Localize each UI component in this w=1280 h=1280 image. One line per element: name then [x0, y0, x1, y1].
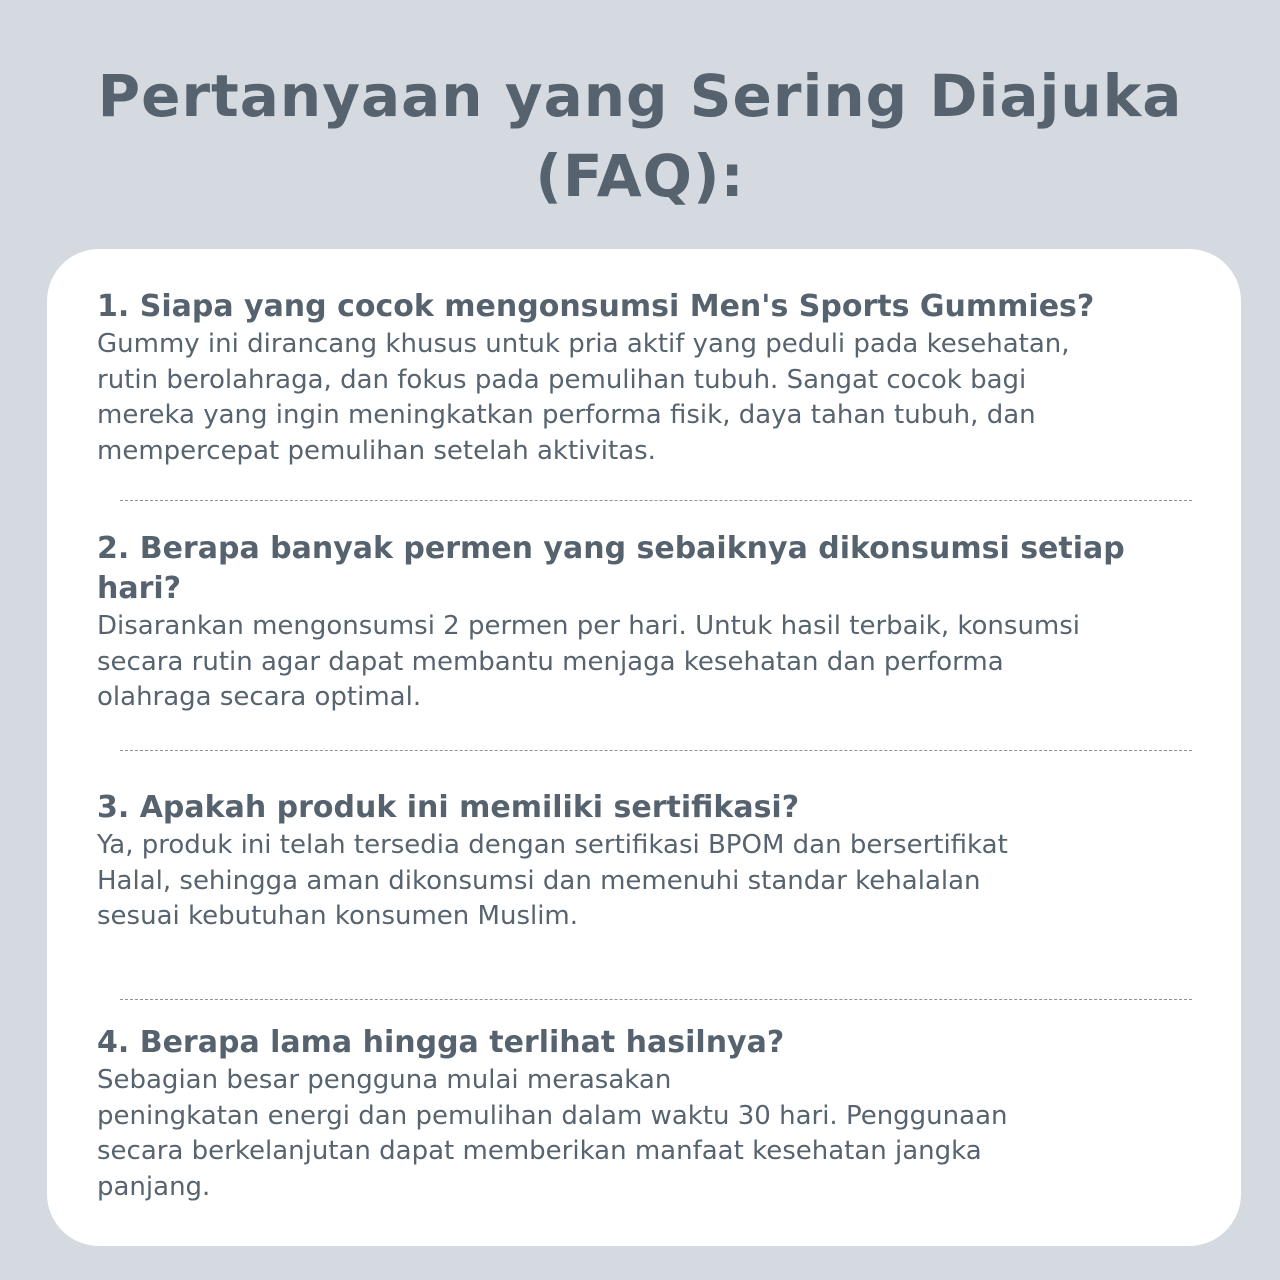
- faq-answer-1: [97, 327, 1197, 469]
- answer-line: olahraga secara optimal.: [97, 682, 422, 712]
- faq-divider: [120, 500, 1192, 501]
- faq-question-1: 1. Siapa yang cocok mengonsumsi Men's Sports Gummies?: [97, 289, 1095, 324]
- faq-answer-4: [97, 1063, 1197, 1205]
- faq-question-3: 3. Apakah produk ini memiliki sertifikasi?: [97, 790, 800, 825]
- answer-line: Gummy ini dirancang khusus untuk pria aktif yang peduli pada kesehatan,: [97, 329, 1070, 359]
- answer-line: Sebagian besar pengguna mulai merasakan: [97, 1065, 672, 1095]
- page-title: [0, 56, 1280, 216]
- answer-line: Halal, sehingga aman dikonsumsi dan memenuhi standar kehalalan: [97, 865, 981, 896]
- answer-line: secara rutin agar dapat membantu menjaga kesehatan dan performa: [97, 646, 1004, 677]
- faq-item-2: [97, 529, 1197, 716]
- faq-item-4: [97, 1023, 1197, 1205]
- answer-line: peningkatan energi dan pemulihan dalam waktu 30 hari. Penggunaan: [97, 1100, 1008, 1131]
- page-title-line-1: Pertanyaan yang Sering Diajuka: [97, 62, 1183, 130]
- answer-line: panjang.: [97, 1171, 211, 1202]
- faq-item-1: [97, 287, 1197, 469]
- faq-question-2: 2. Berapa banyak permen yang sebaiknya dikonsumsi setiap hari?: [97, 531, 1125, 606]
- faq-divider: [120, 750, 1192, 751]
- faq-card: [47, 249, 1241, 1246]
- answer-line: rutin berolahraga, dan fokus pada pemulihan tubuh. Sangat cocok bagi: [97, 364, 1027, 395]
- answer-line: mempercepat pemulihan setelah aktivitas.: [97, 435, 656, 466]
- page-title-line-2: (FAQ):: [535, 142, 745, 210]
- faq-answer-2: [97, 609, 1197, 716]
- faq-divider: [120, 999, 1192, 1000]
- answer-line: Ya, produk ini telah tersedia dengan sertifikasi BPOM dan bersertifikat: [97, 830, 1008, 860]
- answer-line: secara berkelanjutan dapat memberikan manfaat kesehatan jangka: [97, 1136, 982, 1166]
- faq-item-3: [97, 788, 1197, 935]
- faq-answer-3: [97, 828, 1197, 935]
- answer-line: Disarankan mengonsumsi 2 permen per hari. Untuk hasil terbaik, konsumsi: [97, 611, 1081, 641]
- answer-line: mereka yang ingin meningkatkan performa fisik, daya tahan tubuh, dan: [97, 400, 1036, 430]
- faq-question-4: 4. Berapa lama hingga terlihat hasilnya?: [97, 1025, 785, 1060]
- answer-line: sesuai kebutuhan konsumen Muslim.: [97, 901, 579, 931]
